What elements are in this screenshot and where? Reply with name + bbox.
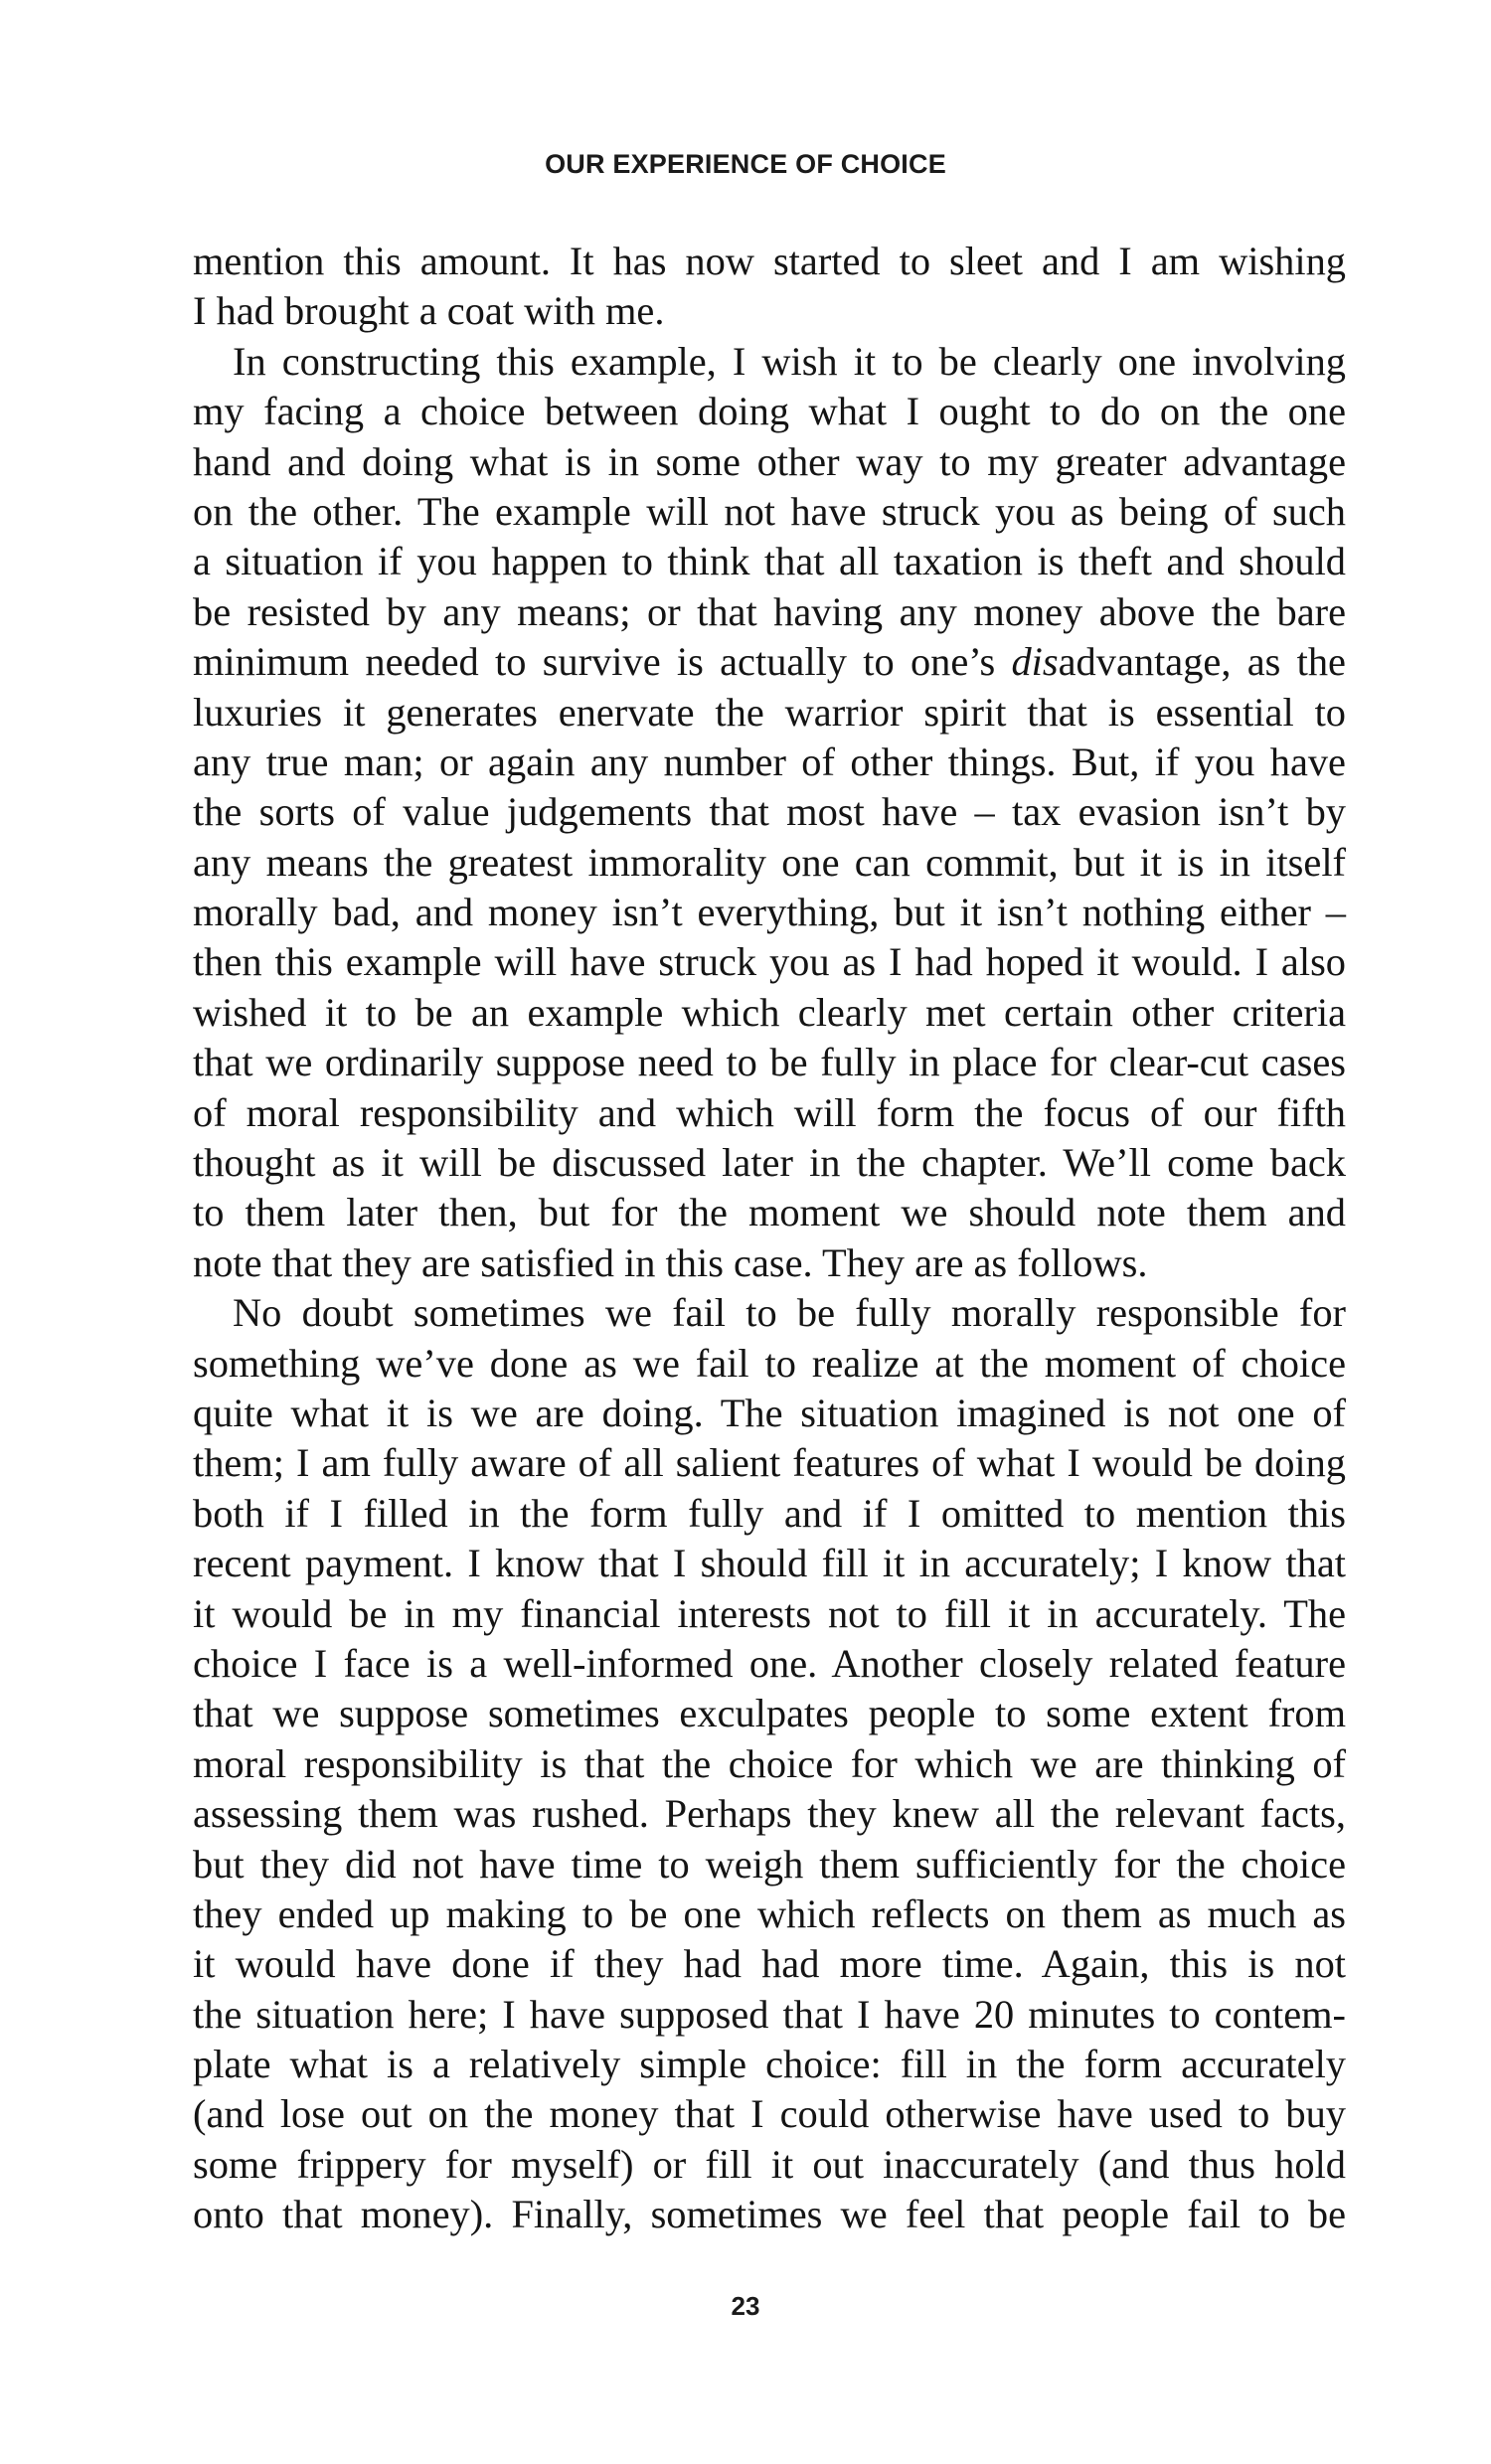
text-line: they ended up making to be one which reflects on them as much as <box>193 1890 1346 1936</box>
text-line: the sorts of value judgements that most have – tax evasion isn’t by <box>193 789 1346 835</box>
text-line: some frippery for myself) or fill it out inaccurately (and thus hold <box>193 2141 1346 2187</box>
emphasis-dis: dis <box>1011 639 1059 685</box>
text-line: I had brought a coat with me. <box>193 288 665 334</box>
body-text <box>193 237 1346 2240</box>
text-line: thought as it will be discussed later in the chapter. We’ll come back <box>193 1140 1346 1186</box>
running-head: OUR EXPERIENCE OF CHOICE <box>545 149 946 179</box>
text-line: (and lose out on the money that I could otherwise have used to buy <box>193 2091 1346 2137</box>
text-line: the situation here; I have supposed that I have 20 minutes to contem- <box>193 1991 1346 2037</box>
paragraph-3 <box>193 1288 1346 2239</box>
text-line: hand and doing what is in some other way to my greater advantage <box>193 438 1346 484</box>
text-line: something we’ve done as we fail to realize at the moment of choice <box>193 1340 1346 1386</box>
text-line: it would have done if they had had more time. Again, this is not <box>193 1941 1346 1987</box>
text-line: choice I face is a well-informed one. Another closely related feature <box>193 1640 1346 1686</box>
text-line: minimum needed to survive is actually to one’s disadvantage, as the <box>193 639 1346 685</box>
text-line: a situation if you happen to think that all taxation is theft and should <box>193 539 1346 584</box>
text-line: recent payment. I know that I should fill it in accurately; I know that <box>193 1541 1346 1586</box>
text-line: that we ordinarily suppose need to be fully in place for clear-cut cases <box>193 1040 1346 1085</box>
text-line: moral responsibility is that the choice for which we are thinking of <box>193 1740 1346 1786</box>
text-line: assessing them was rushed. Perhaps they knew all the relevant facts, <box>193 1791 1346 1837</box>
page-number: 23 <box>731 2291 760 2321</box>
text-line: quite what it is we are doing. The situation imagined is not one of <box>193 1390 1346 1435</box>
text-line: mention this amount. It has now started to sleet and I am wishing <box>193 239 1346 283</box>
text-line: any means the greatest immorality one can commit, but it is in itself <box>193 839 1346 885</box>
text-line: it would be in my financial interests not to fill it in accurately. The <box>193 1590 1346 1636</box>
text-line: note that they are satisfied in this case. They are as follows. <box>193 1239 1148 1285</box>
text-line: on the other. The example will not have struck you as being of such <box>193 488 1346 534</box>
text-line: No doubt sometimes we fail to be fully morally responsible for <box>233 1290 1346 1336</box>
text-line: plate what is a relatively simple choice: fill in the form accurately <box>193 2042 1346 2087</box>
text-line: onto that money). Finally, sometimes we feel that people fail to be <box>193 2192 1346 2237</box>
text-line: be resisted by any means; or that having any money above the bare <box>193 588 1346 634</box>
text-line: both if I filled in the form fully and if I omitted to mention this <box>193 1490 1346 1536</box>
text-line: that we suppose sometimes exculpates people to some extent from <box>193 1691 1346 1736</box>
text-line: In constructing this example, I wish it to be clearly one involving <box>233 338 1346 384</box>
paragraph-1 <box>193 237 1346 337</box>
text-line: to them later then, but for the moment we should note them and <box>193 1190 1346 1235</box>
text-line: wished it to be an example which clearly met certain other criteria <box>193 989 1346 1035</box>
text-line: luxuries it generates enervate the warrior spirit that is essential to <box>193 689 1346 735</box>
text-line: but they did not have time to weigh them sufficiently for the choice <box>193 1841 1346 1887</box>
text-line: my facing a choice between doing what I ought to do on the one <box>193 389 1346 434</box>
paragraph-2 <box>193 337 1346 1288</box>
text-line: of moral responsibility and which will form the focus of our fifth <box>193 1089 1346 1135</box>
text-line: them; I am fully aware of all salient features of what I would be doing <box>193 1440 1346 1486</box>
text-line: morally bad, and money isn’t everything, but it isn’t nothing either – <box>193 890 1346 935</box>
text-line: any true man; or again any number of other things. But, if you have <box>193 739 1346 784</box>
text-line: then this example will have struck you as I had hoped it would. I also <box>193 939 1346 985</box>
